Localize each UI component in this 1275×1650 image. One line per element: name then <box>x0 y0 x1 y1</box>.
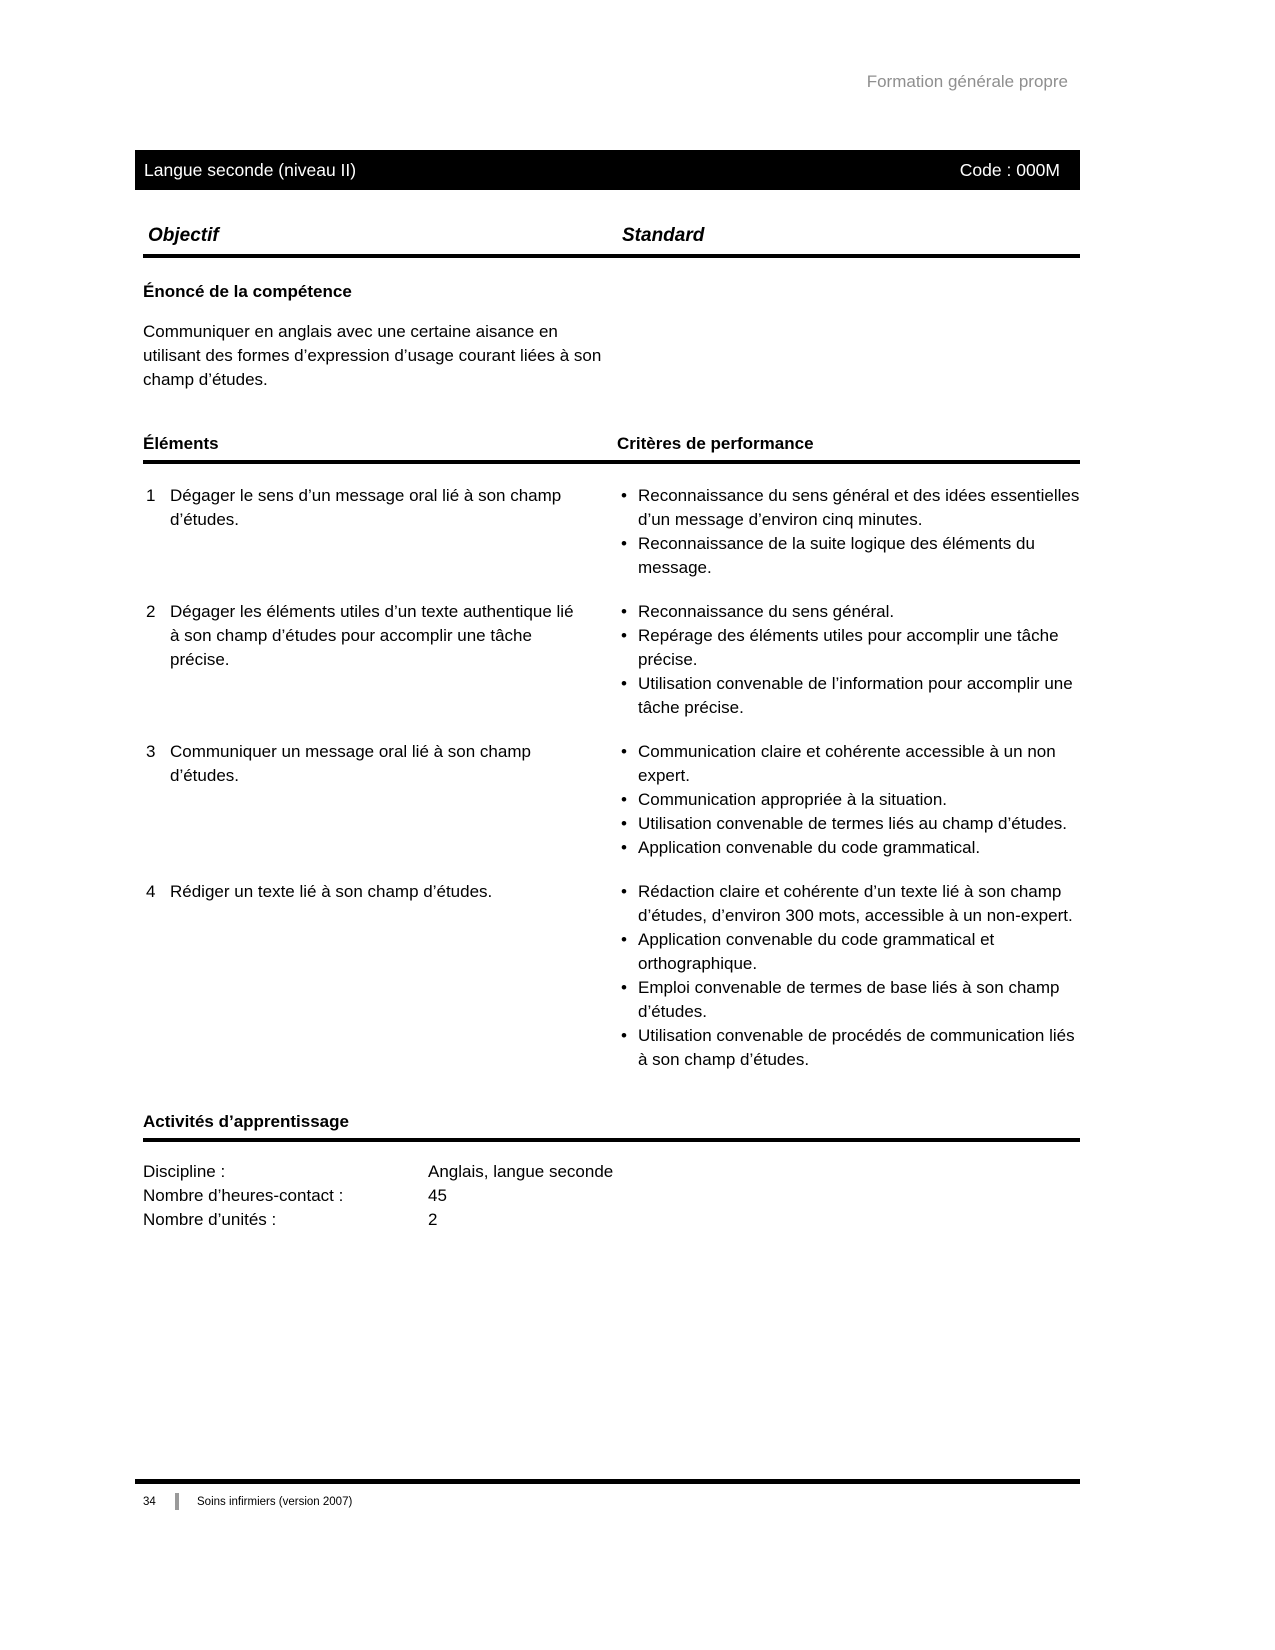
element-text: Dégager le sens d’un message oral lié à son champ d’études. <box>170 486 562 529</box>
element-number: 2 <box>146 602 156 621</box>
criterion-text: Reconnaissance de la suite logique des éléments du message. <box>638 534 1035 577</box>
table-headers <box>143 432 1080 456</box>
criterion-text: Reconnaissance du sens général. <box>638 602 895 621</box>
field-discipline <box>143 1160 1080 1184</box>
element-cell <box>143 740 617 860</box>
course-code: Code : 000M <box>959 160 1060 180</box>
criterion-text: Utilisation convenable de termes liés au champ d’études. <box>638 814 1068 833</box>
footer-divider <box>175 1493 179 1510</box>
element-text: Dégager les éléments utiles d’un texte authentique lié à son champ d’études pour accomplir une tâche précise. <box>170 602 574 669</box>
criterion-item <box>617 624 1080 672</box>
field-value: 2 <box>428 1210 438 1229</box>
footer-line <box>135 1493 1080 1510</box>
element-row-2 <box>143 600 1080 720</box>
field-value: Anglais, langue seconde <box>428 1162 614 1181</box>
criterion-text: Utilisation convenable de l’information pour accomplir une tâche précise. <box>638 674 1073 717</box>
bullet-icon: • <box>621 1026 627 1045</box>
criterion-text: Emploi convenable de termes de base liés à son champ d’études. <box>638 978 1060 1021</box>
criterion-item <box>617 836 1080 860</box>
element-row-1 <box>143 484 1080 580</box>
criterion-text: Rédaction claire et cohérente d’un texte lié à son champ d’études, d’environ 300 mots, accessible à un non-expert. <box>638 882 1073 925</box>
main-content <box>143 224 1080 1232</box>
criterion-text: Utilisation convenable de procédés de communication liés à son champ d’études. <box>638 1026 1075 1069</box>
criterion-item <box>617 484 1080 532</box>
competence-text: Communiquer en anglais avec une certaine aisance en utilisant des formes d’expression d’usage courant liées à son champ d’études. <box>143 322 602 389</box>
objectif-heading: Objectif <box>148 225 219 246</box>
title-bar <box>135 150 1080 190</box>
criterion-item <box>617 880 1080 928</box>
element-number: 3 <box>146 742 156 761</box>
element-row-4 <box>143 880 1080 1072</box>
criteria-cell <box>617 600 1080 720</box>
field-label: Nombre d’heures-contact : <box>143 1186 344 1205</box>
element-cell <box>143 600 617 720</box>
footer-rule <box>135 1479 1080 1484</box>
bullet-icon: • <box>621 814 627 833</box>
bullet-icon: • <box>621 978 627 997</box>
criteria-cell <box>617 484 1080 580</box>
criteria-cell <box>617 740 1080 860</box>
activities-rule <box>143 1138 1080 1142</box>
standard-heading: Standard <box>622 225 705 246</box>
bullet-icon: • <box>621 534 627 553</box>
bullet-icon: • <box>621 882 627 901</box>
bullet-icon: • <box>621 674 627 693</box>
field-label: Discipline : <box>143 1162 226 1181</box>
element-text: Rédiger un texte lié à son champ d’études. <box>170 882 493 901</box>
criterion-item <box>617 672 1080 720</box>
criterion-item <box>617 740 1080 788</box>
bullet-icon: • <box>621 930 627 949</box>
element-number: 4 <box>146 882 156 901</box>
table-rule <box>143 460 1080 464</box>
section-headers <box>143 224 1080 248</box>
activities-heading: Activités d’apprentissage <box>143 1112 349 1131</box>
element-text: Communiquer un message oral lié à son champ d’études. <box>170 742 531 785</box>
element-row-3 <box>143 740 1080 860</box>
field-label: Nombre d’unités : <box>143 1210 277 1229</box>
criterion-text: Communication appropriée à la situation. <box>638 790 948 809</box>
criterion-item <box>617 1024 1080 1072</box>
field-heures-contact <box>143 1184 1080 1208</box>
section-rule <box>143 254 1080 258</box>
footer-text: Soins infirmiers (version 2007) <box>197 1495 353 1508</box>
page-footer <box>135 1479 1080 1510</box>
bullet-icon: • <box>621 790 627 809</box>
activities-fields <box>143 1160 1080 1232</box>
criterion-item <box>617 976 1080 1024</box>
page-number: 34 <box>143 1495 156 1508</box>
criterion-item <box>617 812 1080 836</box>
criterion-item <box>617 788 1080 812</box>
bullet-icon: • <box>621 742 627 761</box>
field-unites <box>143 1208 1080 1232</box>
element-number: 1 <box>146 486 156 505</box>
bullet-icon: • <box>621 838 627 857</box>
bullet-icon: • <box>621 626 627 645</box>
element-cell <box>143 484 617 580</box>
criterion-item <box>617 600 1080 624</box>
criterion-text: Application convenable du code grammatical. <box>638 838 981 857</box>
criterion-text: Application convenable du code grammatical et orthographique. <box>638 930 995 973</box>
criterion-text: Communication claire et cohérente accessible à un non expert. <box>638 742 1056 785</box>
criterion-item <box>617 532 1080 580</box>
course-title: Langue seconde (niveau II) <box>144 160 357 180</box>
elements-header: Éléments <box>143 434 219 453</box>
element-cell <box>143 880 617 1072</box>
bullet-icon: • <box>621 486 627 505</box>
criterion-item <box>617 928 1080 976</box>
bullet-icon: • <box>621 602 627 621</box>
competence-heading: Énoncé de la compétence <box>143 282 352 301</box>
running-header: Formation générale propre <box>866 72 1068 91</box>
criterion-text: Repérage des éléments utiles pour accomplir une tâche précise. <box>638 626 1059 669</box>
criteres-header: Critères de performance <box>617 434 814 453</box>
criteria-cell <box>617 880 1080 1072</box>
criterion-text: Reconnaissance du sens général et des idées essentielles d’un message d’environ cinq minutes. <box>638 486 1080 529</box>
field-value: 45 <box>428 1186 447 1205</box>
